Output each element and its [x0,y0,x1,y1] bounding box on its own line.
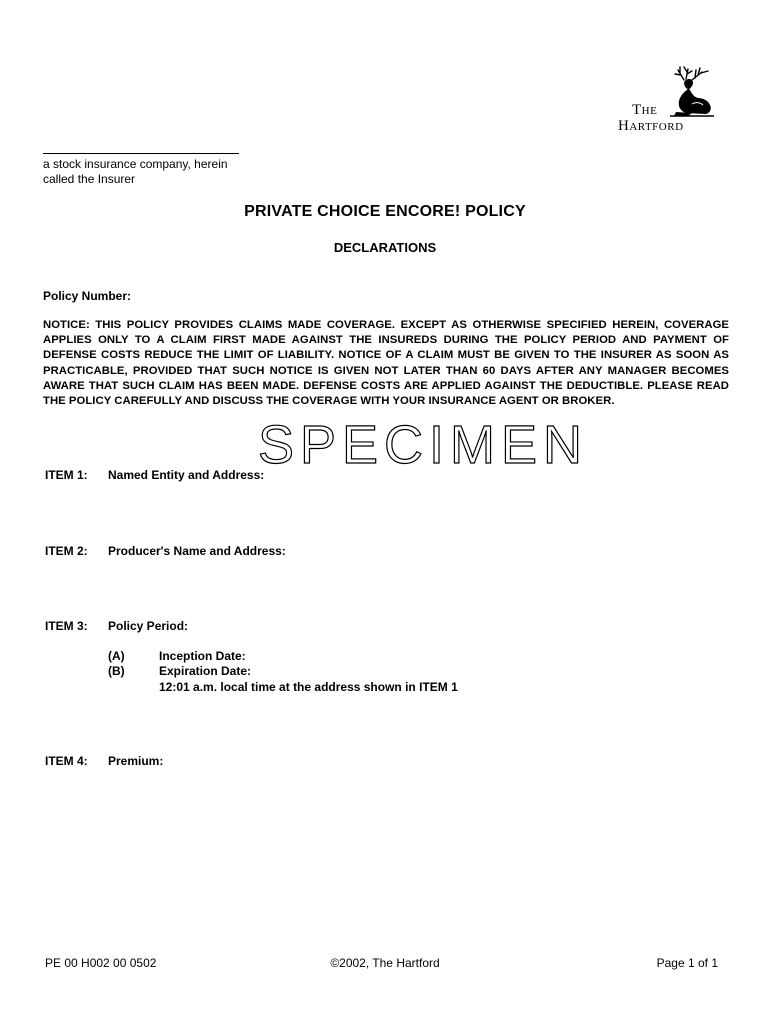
item-1-number: ITEM 1: [45,468,88,482]
inception-date-label: Inception Date: [159,649,246,663]
expiration-date-label: Expiration Date: [159,664,252,678]
expiration-letter: (B) [108,664,125,678]
specimen-watermark: SPECIMEN [258,415,589,475]
policy-period-time-note: 12:01 a.m. local time at the address shown in ITEM 1 [159,680,458,694]
policy-number-label: Policy Number: [43,289,132,303]
item-4-number: ITEM 4: [45,754,88,768]
item-3-label: Policy Period: [108,619,189,633]
item-1-label: Named Entity and Address: [108,468,265,482]
declarations-heading: DECLARATIONS [333,240,437,255]
logo-text-the: The [632,102,658,118]
inception-letter: (A) [108,649,125,663]
form-number: PE 00 H002 00 0502 [45,956,157,970]
item-2-label: Producer's Name and Address: [108,544,286,558]
insurer-description: a stock insurance company, herein called the Insurer [43,157,228,186]
policy-title: PRIVATE CHOICE ENCORE! POLICY [244,203,526,220]
item-3-number: ITEM 3: [45,619,88,633]
claims-made-notice: NOTICE: THIS POLICY PROVIDES CLAIMS MADE COVERAGE. EXCEPT AS OTHERWISE SPECIFIED HEREIN, COVERAGE APPLIES ONLY TO A CLAIM FIRST MADE AGAINST THE INSUREDS DURING THE POLICY PERIOD AND PAYMENT OF DEFENSE COSTS REDUCE THE LIMIT OF LIABILITY. NOTICE OF A CLAIM MUST BE GIVEN TO THE INSURER AS SOON AS PRACTICABLE, PROVIDED THAT SUCH NOTICE IS GIVEN NOT LATER THAN 60 DAYS AFTER ANY MANAGER BECOMES AWARE THAT SUCH CLAIM HAS BEEN MADE. DEFENSE COSTS ARE APPLIED AGAINST THE DEDUCTIBLE. PLEASE READ THE POLICY CAREFULLY AND DISCUSS THE COVERAGE WITH YOUR INSURANCE AGENT OR BROKER. [43,319,729,408]
insurer-name-line [43,153,239,154]
page-indicator: Page 1 of 1 [656,956,718,970]
logo-text-hartford: Hartford [618,118,684,134]
stag-icon [662,66,718,118]
company-logo [618,66,718,140]
copyright-notice: ©2002, The Hartford [330,956,440,970]
item-4-label: Premium: [108,754,164,768]
item-2-number: ITEM 2: [45,544,88,558]
